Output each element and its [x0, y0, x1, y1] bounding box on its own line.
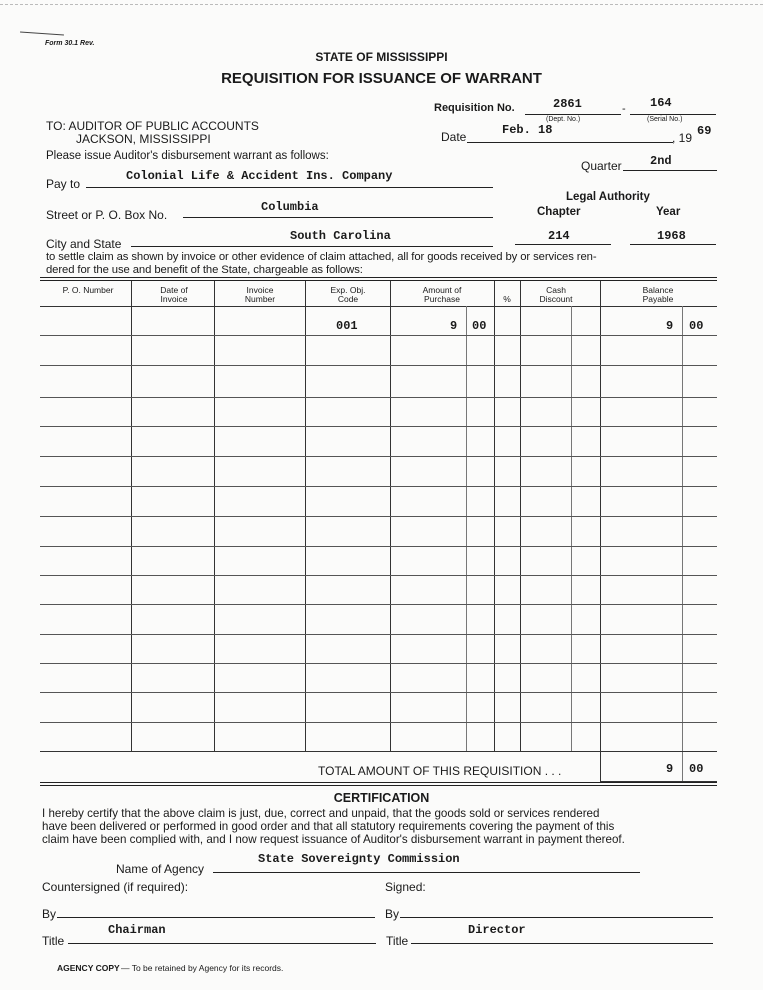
year-label: Year — [656, 206, 681, 218]
certification-line-3: claim have been complied with, and I now request issuance of Auditor's disbursement warrant in payment thereof. — [42, 833, 625, 846]
pen-mark — [20, 31, 64, 35]
legal-year-value: 1968 — [657, 229, 686, 243]
requisition-dash: - — [622, 103, 626, 115]
header-exp-obj-code: Exp. Obj. Code — [330, 285, 366, 304]
countersigned-label: Countersigned (if required): — [42, 880, 189, 894]
to-line-1: TO: AUDITOR OF PUBLIC ACCOUNTS — [46, 119, 259, 133]
agency-copy-note: — To be retained by Agency for its records. — [121, 963, 284, 973]
please-issue-text: Please issue Auditor's disbursement warrant as follows: — [46, 150, 329, 162]
serial-no-label: (Serial No.) — [647, 116, 683, 123]
quarter-label: Quarter — [581, 159, 622, 173]
row1-balance-dollars: 9 — [666, 319, 674, 333]
total-cents: 00 — [689, 762, 704, 776]
year-suffix: 69 — [697, 124, 712, 138]
header-percent: % — [503, 294, 511, 304]
total-dollars: 9 — [666, 762, 674, 776]
form-number: Form 30.1 Rev. — [45, 40, 95, 47]
city-label: City and State — [46, 237, 122, 251]
by-right-label: By — [385, 907, 400, 921]
pay-to-label: Pay to — [46, 177, 81, 191]
row1-exp-code: 001 — [336, 319, 358, 333]
header-balance-payable: Balance Payable — [642, 285, 674, 304]
title-right-label: Title — [386, 934, 409, 948]
settle-text-line-2: dered for the use and benefit of the State, chargeable as follows: — [46, 264, 363, 276]
total-label: TOTAL AMOUNT OF THIS REQUISITION . . . — [318, 764, 562, 778]
chapter-value: 214 — [548, 229, 570, 243]
requisition-label: Requisition No. — [434, 102, 515, 114]
serial-no-value: 164 — [650, 96, 672, 110]
form-title: REQUISITION FOR ISSUANCE OF WARRANT — [221, 70, 542, 87]
agency-copy-label: AGENCY COPY — [57, 963, 120, 973]
row1-balance-cents: 00 — [689, 319, 704, 333]
to-line-2: JACKSON, MISSISSIPPI — [76, 132, 211, 146]
agency-value: State Sovereignty Commission — [258, 852, 460, 866]
header-cash-discount: Cash Discount — [539, 285, 573, 304]
agency-label: Name of Agency — [116, 862, 205, 876]
dept-no-label: (Dept. No.) — [546, 116, 581, 123]
header-date-of-invoice: Date of Invoice — [160, 285, 188, 304]
title-left-label: Title — [42, 934, 65, 948]
dept-no-value: 2861 — [553, 97, 582, 111]
row1-amount-dollars: 9 — [450, 319, 458, 333]
date-value: Feb. 18 — [502, 123, 553, 137]
quarter-value: 2nd — [650, 154, 672, 168]
city-value: South Carolina — [290, 229, 391, 243]
by-left-label: By — [42, 907, 57, 921]
year-prefix: , 19 — [672, 131, 693, 145]
header-po: P. O. Number — [62, 285, 114, 295]
row1-amount-cents: 00 — [472, 319, 487, 333]
certification-line-2: have been delivered or performed in good order and that all statutory requirements covering the payment of this — [42, 820, 615, 833]
street-label: Street or P. O. Box No. — [46, 208, 168, 222]
header-amount: Amount of Purchase — [422, 285, 462, 304]
certification-line-1: I hereby certify that the above claim is just, due, correct and unpaid, that the goods sold or services rendered — [42, 807, 600, 820]
legal-authority-label: Legal Authority — [566, 191, 650, 203]
certification-title: CERTIFICATION — [333, 791, 430, 805]
settle-text-line-1: to settle claim as shown by invoice or other evidence of claim attached, all for goods received by or services ren- — [46, 251, 597, 263]
header-invoice-number: Invoice Number — [244, 285, 276, 304]
street-value: Columbia — [261, 200, 319, 214]
pay-to-value: Colonial Life & Accident Ins. Company — [126, 169, 393, 183]
chapter-label: Chapter — [537, 206, 581, 218]
title-left-value: Chairman — [108, 923, 166, 937]
scan-edge-top — [0, 4, 763, 5]
title-right-value: Director — [468, 923, 526, 937]
date-label: Date — [441, 130, 467, 144]
state-title: STATE OF MISSISSIPPI — [315, 50, 448, 64]
signed-label: Signed: — [385, 880, 426, 894]
